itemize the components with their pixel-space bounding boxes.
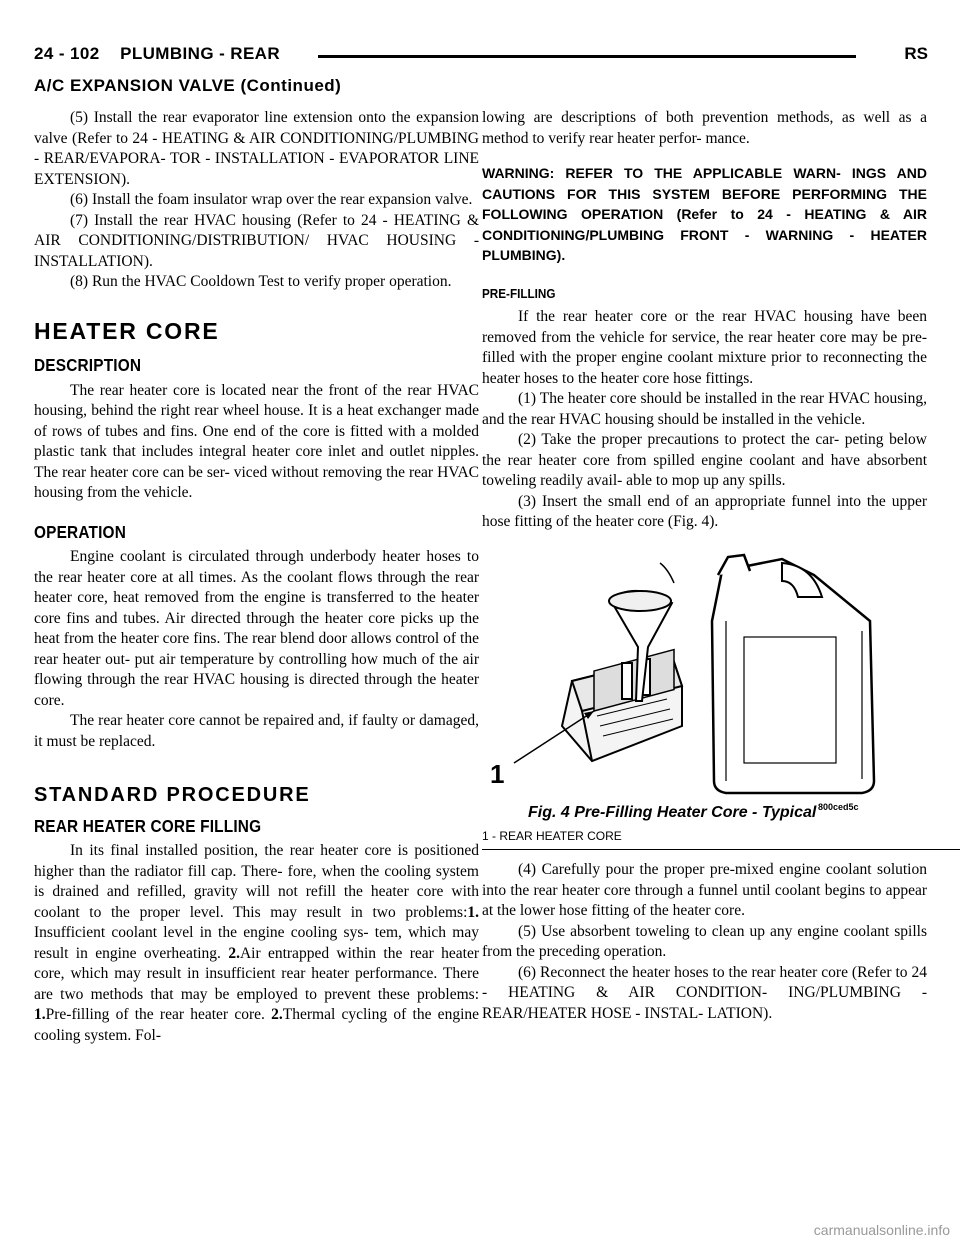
- prefill-step-2: (2) Take the proper precautions to protect the car- peting below the rear heater core from spilled engine coolant and have absorbent toweling readily avail- able to mop up any spills.: [482, 431, 927, 489]
- watermark: carmanualsonline.info: [813, 1222, 950, 1238]
- left-column: [34, 108, 479, 1046]
- prefilling-heading: PRE-FILLING: [482, 285, 556, 301]
- step-8: (8) Run the HVAC Cooldown Test to verify proper operation.: [70, 273, 452, 290]
- page-number: 24 - 102: [34, 44, 100, 63]
- section-title: PLUMBING - REAR: [120, 44, 281, 63]
- right-column: [482, 108, 927, 1024]
- coolant-jug-drawing: [712, 555, 874, 793]
- continued-text: lowing are descriptions of both prevention methods, as well as a method to verify rear heater perfor- mance.: [482, 109, 927, 147]
- heater-core-drawing: [562, 649, 682, 760]
- standard-procedure-title: STANDARD PROCEDURE: [34, 784, 311, 806]
- prefill-step-5: (5) Use absorbent toweling to clean up any engine coolant spills from the preceding operation.: [482, 922, 927, 960]
- prefilling-intro: If the rear heater core or the rear HVAC housing have been removed from the vehicle for service, the rear heater core may be pre-filled with the proper engine coolant mixture prior to reconnecting the heater hoses to the heater core hose fittings.: [482, 308, 927, 387]
- operation-text-2: The rear heater core cannot be repaired and, if faulty or damaged, it must be replaced.: [34, 712, 479, 750]
- figure-4: [482, 551, 882, 826]
- operation-text: Engine coolant is circulated through underbody heater hoses to the rear heater core at all times. As the coolant flows through the rear heater core, heat removed from the engine is transferred to the heater core fins and tubes. Air directed through the heater core picks up the heat from the heater core fins. The rear blend door allows control of the rear heater out- put air temperature by controlling how much of the air flowing through the rear HVAC housing is directed through the heater core.: [34, 548, 479, 709]
- warning-text: WARNING: REFER TO THE APPLICABLE WARN- INGS AND CAUTIONS FOR THIS SYSTEM BEFORE PERFORMING THE FOLLOWING OPERATION (Refer to 24 - HEATING & AIR CONDITIONING/PLUMBING FRONT - WARNING - HEATER PLUMBING).: [482, 165, 927, 263]
- prefill-step-4: (4) Carefully pour the proper pre-mixed engine coolant solution into the rear heater core through a funnel until coolant begins to appear at the lower hose fitting of the heater core.: [482, 861, 927, 919]
- callout-number: 1: [490, 758, 505, 789]
- header-rule: [318, 55, 856, 58]
- figure-code: 800ced5c: [818, 801, 859, 812]
- description-text: The rear heater core is located near the front of the rear HVAC housing, behind the right rear wheel house. It is a heat exchanger made of rows of tubes and fins. One end of the core is fitted with a molded plastic tank that includes integral heater core inlet and outlet nipples. The rear heater core can be ser- viced without removing the rear HVAC housing from the vehicle.: [34, 381, 479, 501]
- continued-heading: A/C EXPANSION VALVE (Continued): [34, 76, 342, 95]
- figure-caption: Fig. 4 Pre-Filling Heater Core - Typical: [528, 803, 817, 821]
- filling-heading: REAR HEATER CORE FILLING: [34, 815, 262, 836]
- filling-text: In its final installed position, the rear heater core is positioned higher than the radiator fill cap. There- fore, when the cooling system is drained and refilled, gravity will not refill the heater core with coolant to the proper level. This may result in two problems:1. Insufficient coolant level in the engine cooling sys- tem, which may result in engine overheating. 2.Air entrapped within the rear heater core, which may result in insufficient rear heater performance. There are two methods that may be employed to prevent these problems: 1.Pre-filling of the rear heater core. 2.Thermal cycling of the engine cooling system. Fol-: [34, 842, 479, 1044]
- heater-core-title: HEATER CORE: [34, 317, 220, 344]
- step-5: (5) Install the rear evaporator line extension onto the expansion valve (Refer to 24 - HEATING & AIR CONDITIONING/PLUMBING - REAR/EVAPORA- TOR - INSTALLATION - EVAPORATOR LINE EXTENSION).: [34, 109, 479, 188]
- operation-heading: OPERATION: [34, 521, 127, 542]
- prefill-step-1: (1) The heater core should be installed in the rear HVAC housing, and the rear HVAC housing should be installed in the vehicle.: [482, 390, 927, 428]
- description-heading: DESCRIPTION: [34, 355, 142, 375]
- model-code: RS: [904, 44, 928, 63]
- prefill-step-6: (6) Reconnect the heater hoses to the rear heater core (Refer to 24 - HEATING & AIR CONDITION- ING/PLUMBING - REAR/HEATER HOSE - INSTAL- LATION).: [482, 963, 927, 1022]
- step-7: (7) Install the rear HVAC housing (Refer to 24 - HEATING & AIR CONDITIONING/DISTRIBUTION/ HVAC HOUSING - INSTALLATION).: [34, 211, 479, 270]
- step-6: (6) Install the foam insulator wrap over the rear expansion valve.: [70, 191, 473, 208]
- figure-legend: 1 - REAR HEATER CORE: [482, 826, 960, 851]
- prefilling-illustration: [482, 551, 882, 801]
- page-header: [34, 44, 280, 64]
- prefill-step-3: (3) Insert the small end of an appropriate funnel into the upper hose fitting of the heater core (Fig. 4).: [482, 492, 927, 530]
